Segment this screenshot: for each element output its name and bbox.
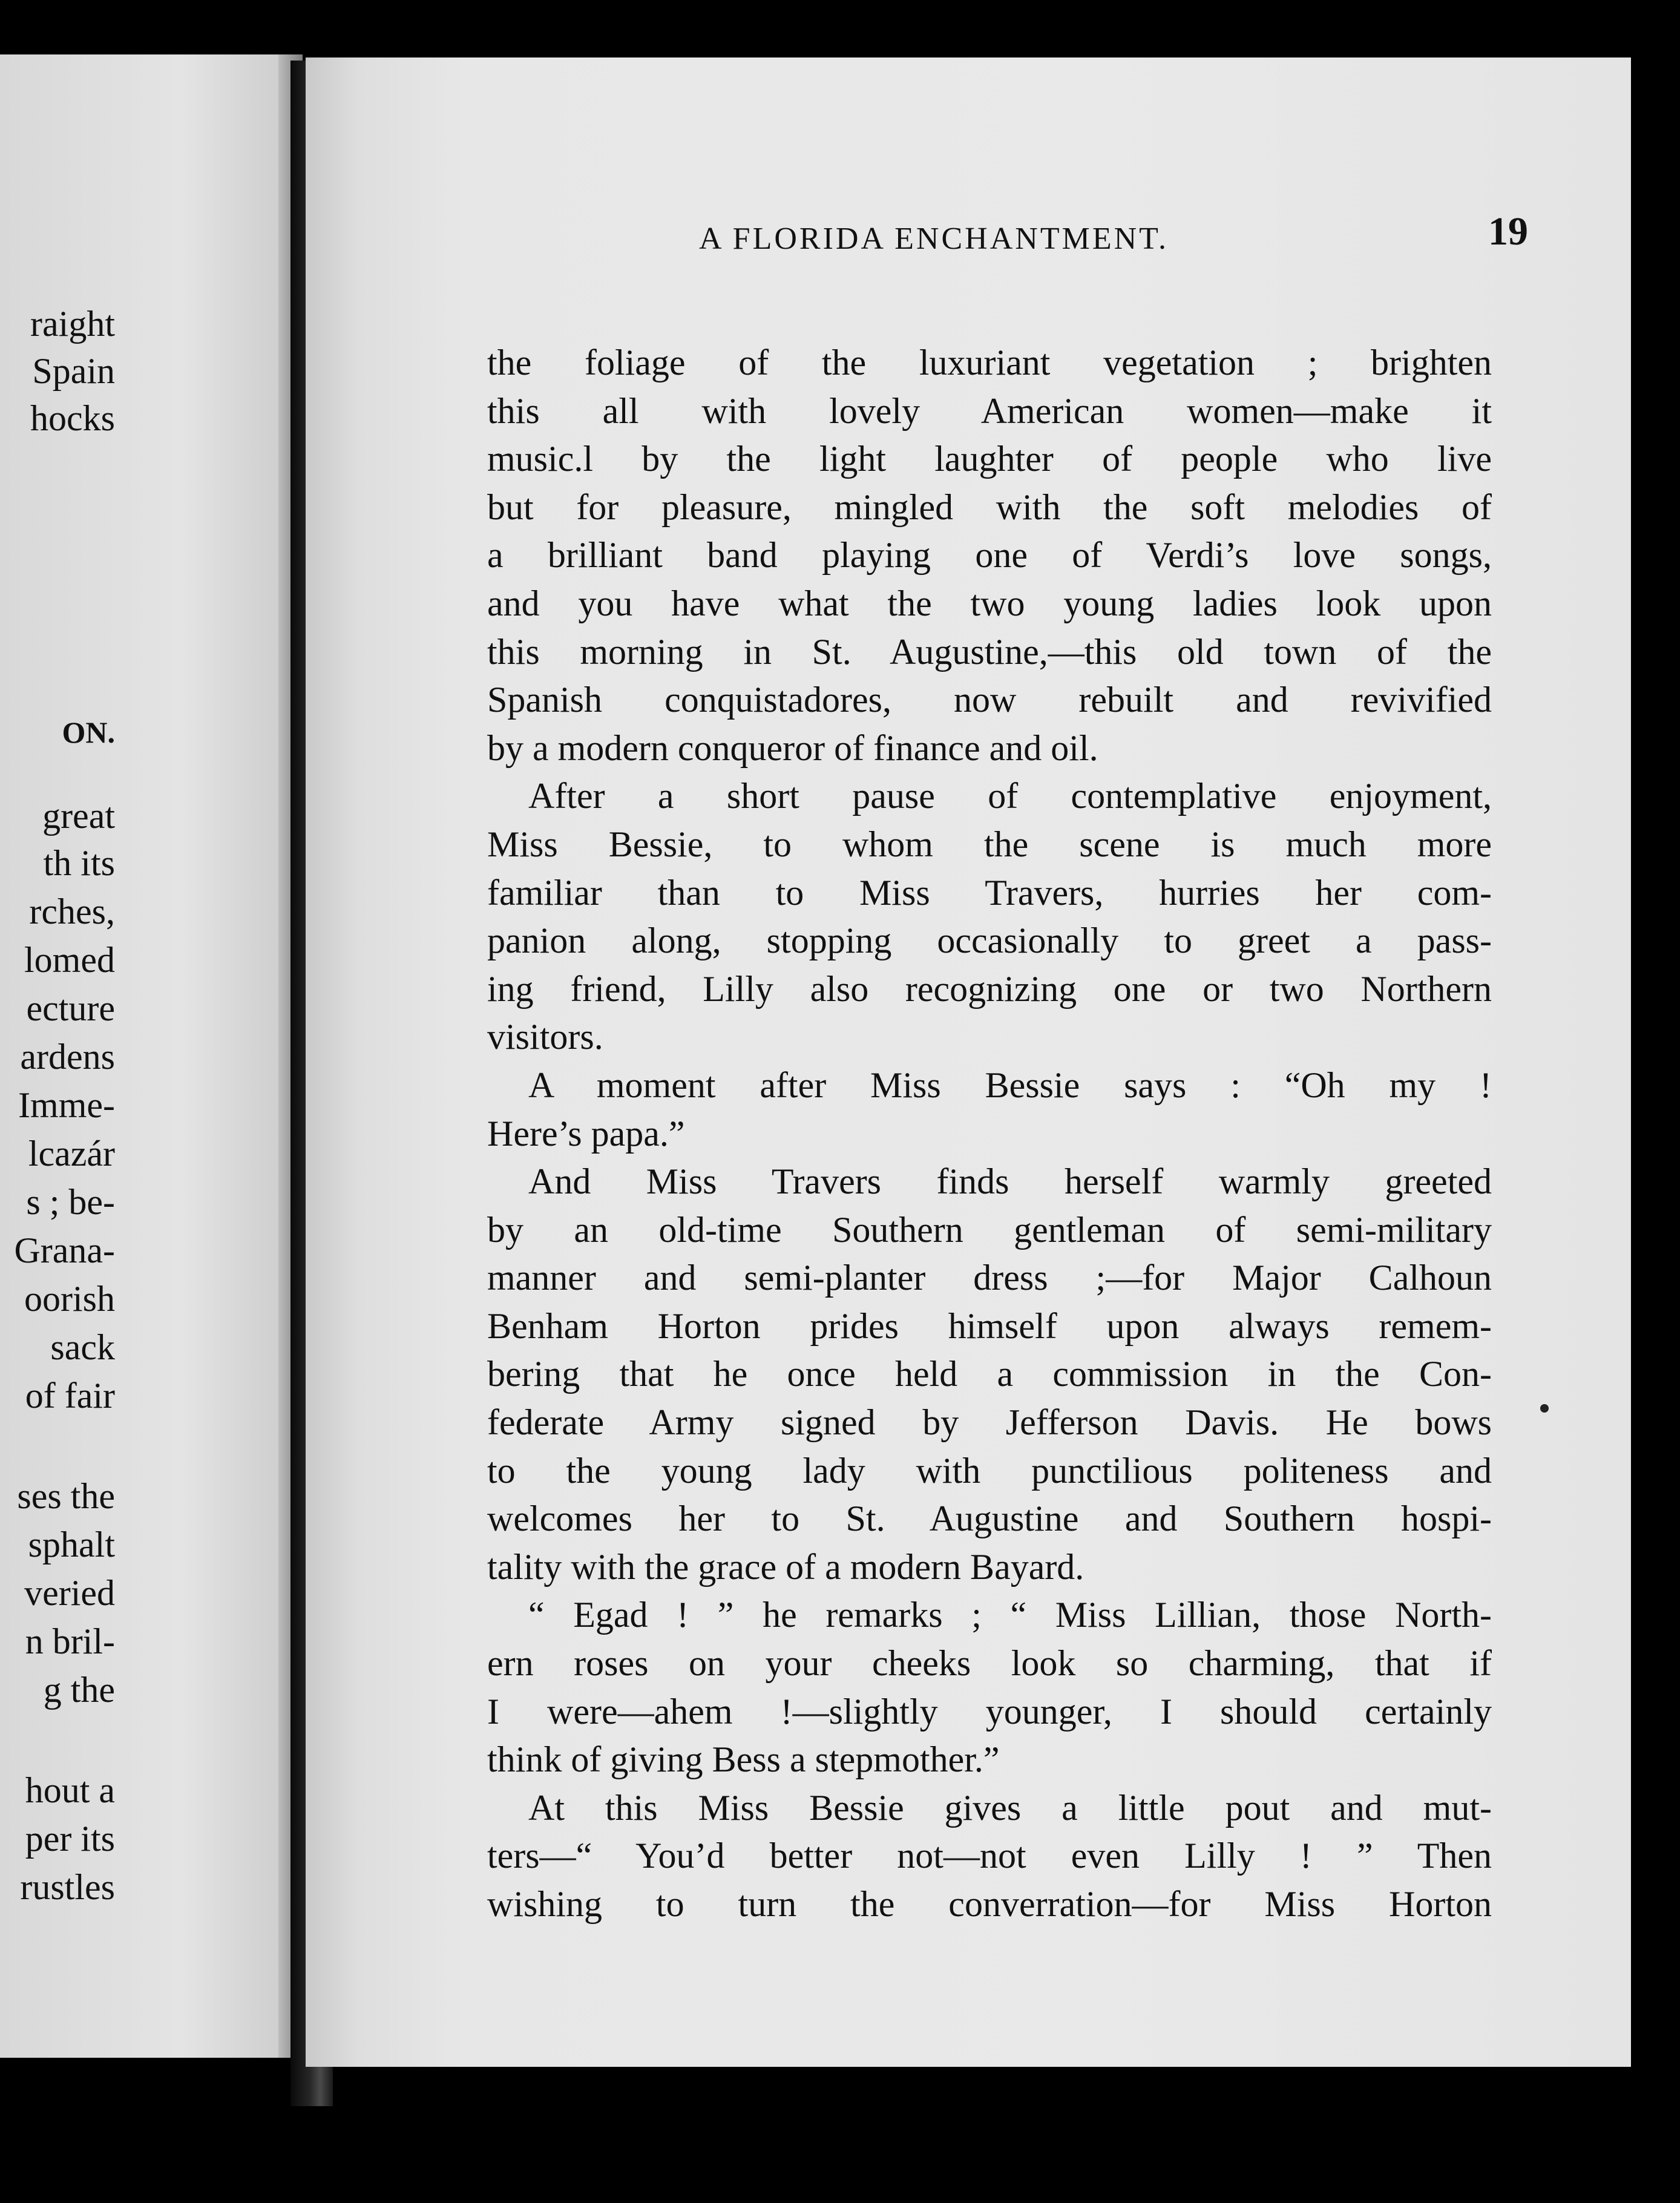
previous-page-fragment	[0, 54, 303, 2058]
text-line: At this Miss Bessie gives a little pout and mut-	[528, 1787, 1492, 1828]
text-line: Miss Bessie, to whom the scene is much more	[487, 824, 1492, 864]
text-line: familiar than to Miss Travers, hurries her com-	[487, 872, 1492, 913]
left-line: raight	[30, 304, 115, 344]
text-line: Benham Horton prides himself upon always remem-	[487, 1305, 1492, 1346]
left-line: lcazár	[28, 1134, 115, 1174]
text-line: think of giving Bess a stepmother.”	[487, 1739, 1000, 1780]
left-line: Grana-	[14, 1230, 115, 1270]
text-line: by an old-time Southern gentleman of semi-military	[487, 1209, 1492, 1250]
left-line: sphalt	[28, 1525, 115, 1564]
running-head: A FLORIDA ENCHANTMENT.	[699, 222, 1169, 256]
page-number: 19	[1488, 209, 1528, 254]
left-line: rches,	[29, 891, 115, 931]
text-line: visitors.	[487, 1017, 603, 1057]
left-line: ses the	[17, 1476, 115, 1516]
text-line: this all with lovely American women—make it	[487, 390, 1492, 431]
text-line: music.l by the light laughter of people who live	[487, 439, 1492, 479]
text-line: manner and semi-planter dress ;—for Major Calhoun	[487, 1258, 1492, 1298]
text-line: After a short pause of contemplative enjoyment,	[528, 776, 1492, 816]
left-line: th its	[43, 843, 115, 883]
text-line: to the young lady with punctilious politeness and	[487, 1450, 1492, 1491]
text-line: wishing to turn the converration—for Miss Horton	[487, 1884, 1492, 1924]
text-line: ing friend, Lilly also recognizing one or two Northern	[487, 968, 1492, 1009]
current-page	[306, 57, 1631, 2067]
left-line: g the	[43, 1670, 115, 1710]
text-line: but for pleasure, mingled with the soft melodies of	[487, 487, 1492, 527]
text-line: A moment after Miss Bessie says : “Oh my !	[528, 1065, 1492, 1105]
text-line: And Miss Travers finds herself warmly greeted	[528, 1161, 1492, 1202]
left-line: sack	[50, 1327, 115, 1367]
left-line: ardens	[20, 1037, 115, 1077]
text-line: and you have what the two young ladies look upon	[487, 583, 1492, 623]
left-line: n bril-	[25, 1621, 115, 1661]
text-line: bering that he once held a commission in the Con-	[487, 1354, 1492, 1394]
left-line: Spain	[32, 351, 115, 391]
text-line: federate Army signed by Jefferson Davis. He bows	[487, 1402, 1492, 1443]
text-line: ern roses on your cheeks look so charming, that if	[487, 1643, 1492, 1684]
left-line: ON.	[62, 715, 115, 749]
left-line: hout a	[25, 1770, 115, 1810]
text-line: by a modern conqueror of finance and oil.	[487, 727, 1098, 768]
left-line: oorish	[24, 1279, 115, 1319]
text-line: panion along, stopping occasionally to greet a pass-	[487, 921, 1492, 961]
text-line: “ Egad ! ” he remarks ; “ Miss Lillian, those North-	[528, 1595, 1492, 1635]
text-line: welcomes her to St. Augustine and Southern hospi-	[487, 1499, 1492, 1539]
text-line: I were—ahem !—slightly younger, I should certainly	[487, 1691, 1492, 1732]
left-line: veried	[24, 1573, 115, 1613]
left-line: great	[42, 796, 115, 836]
left-line: of fair	[25, 1376, 115, 1416]
text-line: this morning in St. Augustine,—this old town of the	[487, 631, 1492, 672]
left-line: Imme-	[18, 1085, 115, 1125]
text-line: the foliage of the luxuriant vegetation ; brighten	[487, 343, 1492, 382]
text-line: ters—“ You’d better not—not even Lilly ! ” Then	[487, 1836, 1492, 1876]
dust-speck	[1540, 1404, 1549, 1413]
left-line: rustles	[20, 1867, 115, 1907]
text-line: Spanish conquistadores, now rebuilt and revivified	[487, 680, 1492, 720]
text-line: Here’s papa.”	[487, 1113, 685, 1154]
body-text	[487, 339, 1492, 1929]
left-line: lomed	[24, 940, 115, 980]
left-line: hocks	[30, 398, 115, 438]
text-line: tality with the grace of a modern Bayard.	[487, 1546, 1084, 1587]
left-line: ecture	[26, 988, 115, 1028]
left-line: per its	[25, 1819, 115, 1859]
text-line: a brilliant band playing one of Verdi’s love songs,	[487, 535, 1492, 576]
left-line: s ; be-	[26, 1182, 115, 1222]
